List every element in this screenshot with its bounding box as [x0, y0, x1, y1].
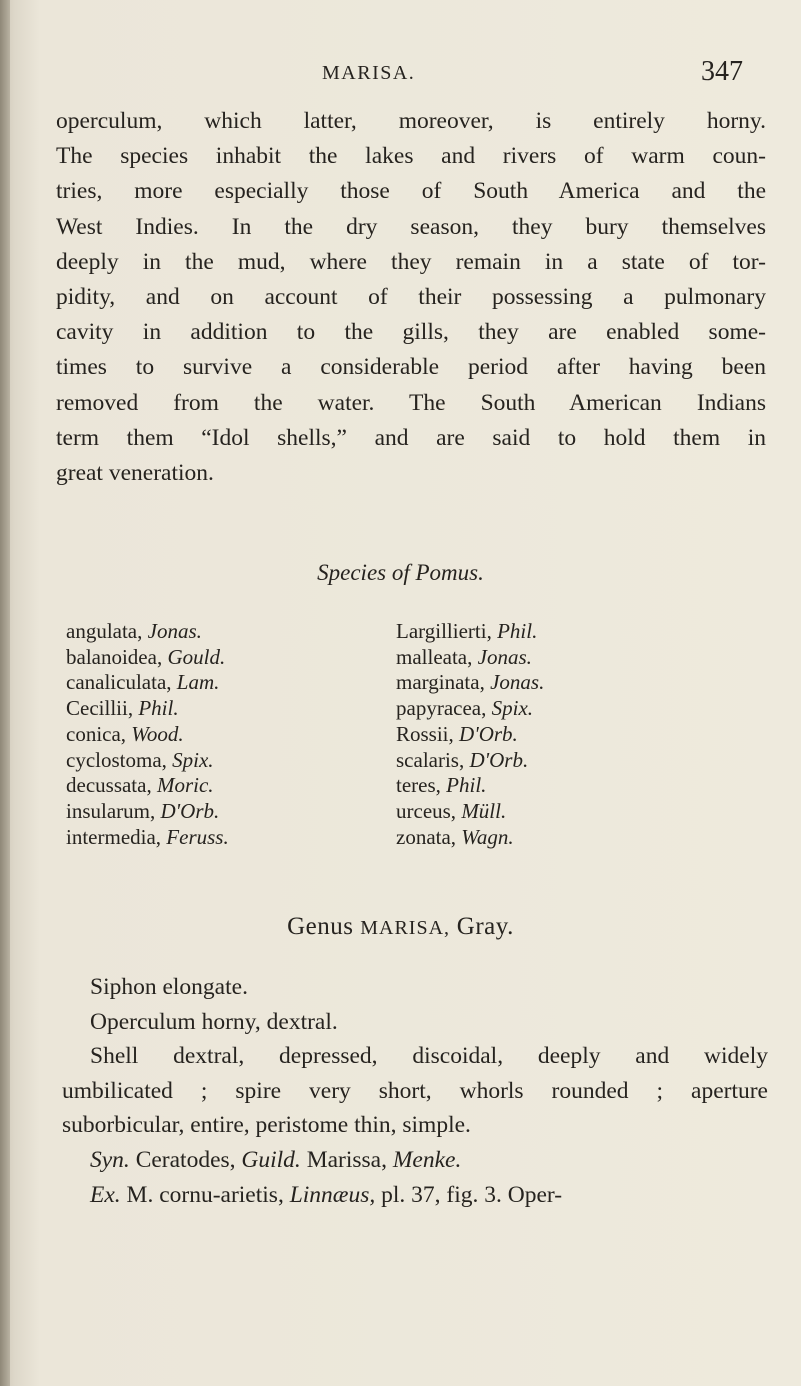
species-entry — [396, 825, 544, 851]
species-entry — [396, 670, 544, 696]
species-entry — [66, 722, 229, 748]
species-name: cyclostoma, — [66, 747, 167, 772]
species-author: Müll. — [461, 798, 507, 823]
paragraph-line: tries, more especially those of South America and the — [56, 178, 766, 205]
species-author: Jonas. — [477, 644, 532, 669]
paragraph-line: deeply in the mud, where they remain in a state of tor- — [56, 248, 766, 275]
syn-label: Syn. — [90, 1146, 130, 1173]
example-line — [62, 1178, 768, 1213]
species-name: marginata, — [396, 670, 485, 695]
species-author: Feruss. — [166, 824, 229, 849]
species-name: scalaris, — [396, 747, 465, 772]
species-entry — [396, 696, 544, 722]
running-title: MARISA. — [322, 62, 416, 84]
species-entry — [66, 799, 229, 825]
species-entry — [396, 773, 544, 799]
species-name: teres, — [396, 773, 441, 798]
species-author: D'Orb. — [469, 747, 529, 772]
species-name: canaliculata, — [66, 670, 172, 695]
page-number: 347 — [701, 56, 743, 87]
shell-line: suborbicular, entire, peristome thin, simple. — [62, 1112, 471, 1139]
species-name: papyracea, — [396, 696, 487, 721]
species-entry — [396, 619, 544, 645]
paragraph-line: pidity, and on account of their possessing a pulmonary — [56, 284, 766, 311]
species-list-right — [396, 619, 544, 850]
syn-author: Menke. — [392, 1146, 462, 1173]
paragraph-line: times to survive a considerable period after having been — [56, 354, 766, 381]
species-name: Rossii, — [396, 721, 454, 746]
species-name: Largillierti, — [396, 619, 492, 643]
shell-line: umbilicated ; spire very short, whorls rounded ; aperture — [62, 1077, 768, 1104]
species-name: intermedia, — [66, 824, 162, 849]
species-author: Lam. — [176, 670, 220, 695]
species-name: decussata, — [66, 773, 152, 798]
genus-author: Gray. — [456, 913, 514, 940]
species-name: angulata, — [66, 619, 143, 643]
genus-prefix: Genus — [287, 913, 354, 940]
intro-paragraph — [56, 104, 766, 491]
species-name: zonata, — [396, 824, 457, 849]
species-author: Jonas. — [490, 670, 545, 695]
species-author: Moric. — [156, 773, 214, 798]
species-name: balanoidea, — [66, 644, 163, 669]
species-name: Cecillii, — [66, 696, 134, 721]
paragraph-line: operculum, which latter, moreover, is entirely horny. — [56, 108, 766, 134]
shell-line: Shell dextral, depressed, discoidal, deeply and widely — [90, 1043, 768, 1070]
species-section-title: Species of Pomus. — [317, 560, 484, 585]
ex-author: Linnæus, — [289, 1181, 376, 1208]
species-entry — [66, 670, 229, 696]
species-author: Wagn. — [461, 824, 514, 849]
paragraph-line: term them “Idol shells,” and are said to hold them in — [56, 424, 766, 451]
paragraph-line: The species inhabit the lakes and rivers of warm coun- — [56, 143, 766, 170]
genus-name: MARISA, — [360, 917, 451, 939]
species-name: conica, — [66, 721, 127, 746]
species-list-left — [66, 619, 229, 850]
species-author: D'Orb. — [160, 798, 220, 823]
species-entry — [396, 645, 544, 671]
species-entry — [396, 748, 544, 774]
species-author: Phil. — [138, 696, 179, 721]
species-author: D'Orb. — [459, 721, 518, 746]
paragraph-line: great veneration. — [56, 460, 214, 487]
species-author: Wood. — [131, 721, 184, 746]
operculum-line: Operculum horny, dextral. — [90, 1008, 338, 1035]
species-name: urceus, — [396, 798, 457, 823]
species-entry — [396, 799, 544, 825]
syn-text: Ceratodes, — [135, 1146, 236, 1173]
genus-description — [62, 970, 768, 1212]
species-author: Phil. — [446, 773, 487, 798]
species-entry — [66, 645, 229, 671]
species-author: Gould. — [167, 644, 226, 669]
species-author: Spix. — [172, 747, 214, 772]
page-header — [0, 56, 801, 102]
syn-text: Marissa, — [306, 1146, 387, 1173]
ex-text: pl. 37, fig. 3. Oper- — [381, 1181, 563, 1208]
paragraph-line: cavity in addition to the gills, they are enabled some- — [56, 319, 766, 346]
syn-author: Guild. — [241, 1146, 301, 1173]
synonymy-line — [62, 1143, 768, 1178]
siphon-line: Siphon elongate. — [90, 974, 248, 1000]
species-entry — [66, 696, 229, 722]
species-entry — [396, 722, 544, 748]
genus-heading — [0, 913, 801, 941]
species-entry — [66, 825, 229, 851]
paragraph-line: West Indies. In the dry season, they bury themselves — [56, 213, 766, 240]
paragraph-line: removed from the water. The South American Indians — [56, 389, 766, 416]
species-entry — [66, 773, 229, 799]
species-name: malleata, — [396, 644, 473, 669]
page-binding-shadow — [0, 0, 10, 1386]
species-entry — [66, 748, 229, 774]
species-entry — [66, 619, 229, 645]
species-author: Jonas. — [147, 619, 202, 643]
species-name: insularum, — [66, 798, 156, 823]
species-author: Spix. — [491, 696, 534, 721]
ex-text: M. cornu-arietis, — [126, 1181, 284, 1208]
species-author: Phil. — [497, 619, 538, 643]
ex-label: Ex. — [90, 1181, 121, 1208]
